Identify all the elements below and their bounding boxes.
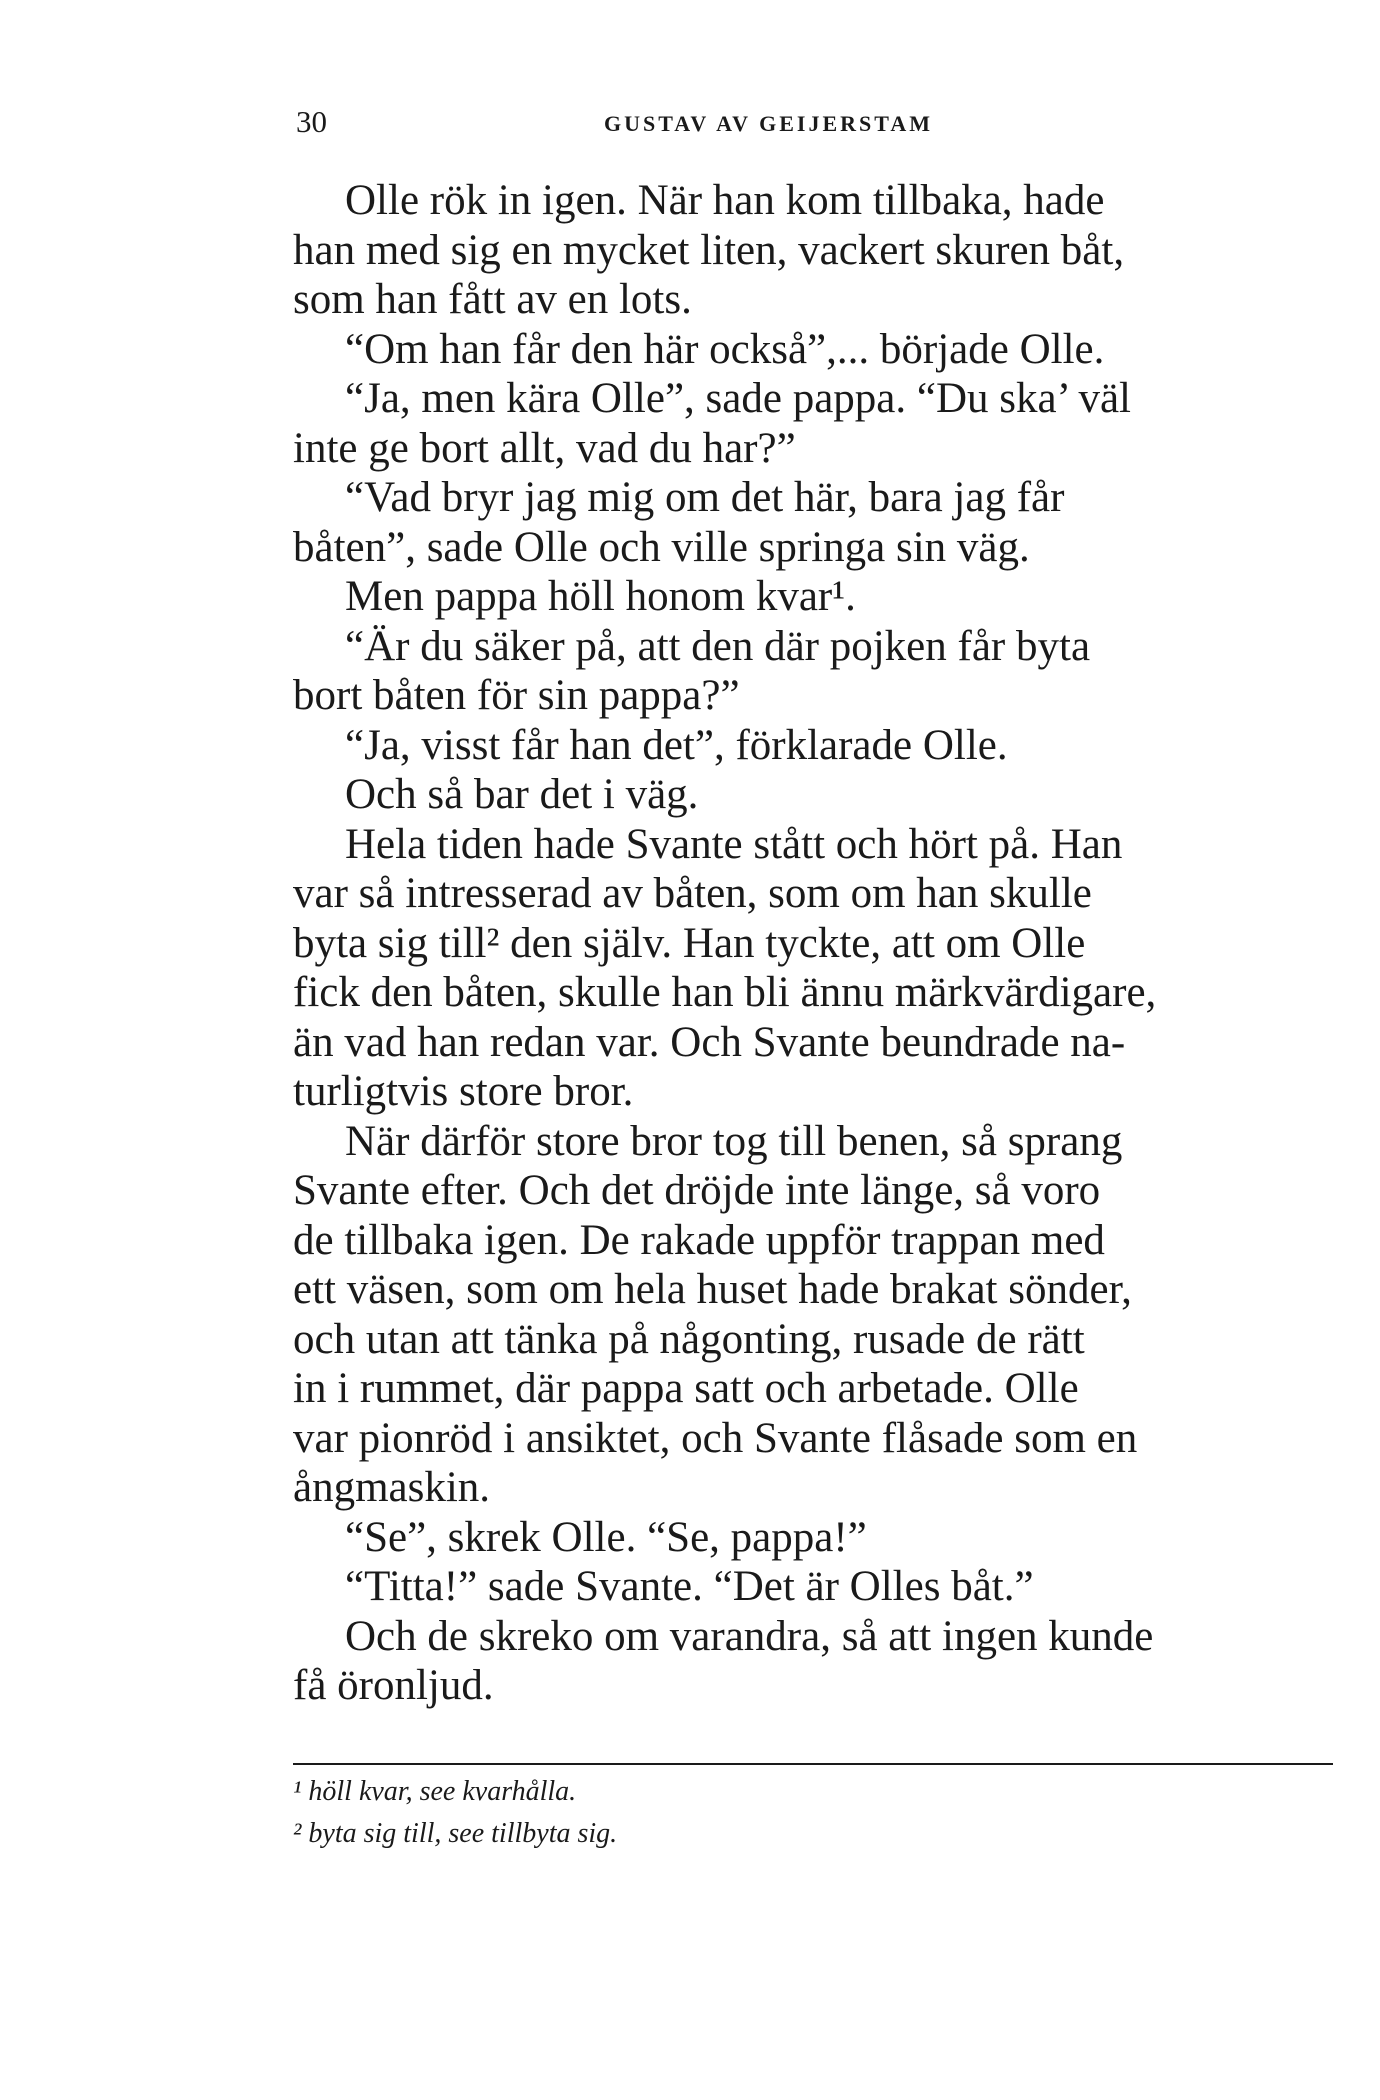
text-line: “Se”, skrek Olle. “Se, pappa!” — [345, 1513, 867, 1561]
footnote-rule — [293, 1763, 1333, 1765]
footnotes — [293, 1777, 1333, 1855]
text-line: båten”, sade Olle och ville springa sin väg. — [293, 523, 1030, 571]
text-line: turligtvis store bror. — [293, 1068, 634, 1115]
text-line: ångmaskin. — [293, 1464, 491, 1511]
text-line: “Ja, men kära Olle”, sade pappa. “Du ska’ väl — [345, 375, 1131, 422]
text-line: Och så bar det i väg. — [345, 771, 699, 818]
running-head — [296, 102, 1326, 142]
text-line: Olle rök in igen. När han kom tillbaka, hade — [345, 177, 1105, 224]
text-line: “Om han får den här också”,... började Olle. — [345, 325, 1105, 373]
text-line: Och de skreko om varandra, så att ingen kunde — [345, 1612, 1154, 1660]
page-number: 30 — [296, 104, 327, 139]
text-line: byta sig till² den själv. Han tyckte, att om Olle — [293, 919, 1086, 967]
footnote: ¹ höll kvar, see kvarhålla. — [293, 1776, 577, 1807]
text-line: “Är du säker på, att den där pojken får byta — [345, 622, 1091, 670]
text-line: få öronljud. — [293, 1662, 494, 1709]
text-line: Men pappa höll honom kvar¹. — [345, 573, 856, 620]
text-line: “Vad bryr jag mig om det här, bara jag får — [345, 474, 1065, 521]
text-line: ett väsen, som om hela huset hade brakat sönder, — [293, 1266, 1132, 1313]
body-text — [293, 176, 1333, 1711]
text-line: var pionröd i ansiktet, och Svante flåsade som en — [293, 1414, 1138, 1462]
text-line: än vad han redan var. Och Svante beundrade na- — [293, 1018, 1126, 1066]
text-line: var så intresserad av båten, som om han skulle — [293, 870, 1092, 917]
text-line: och utan att tänka på någonting, rusade de rätt — [293, 1315, 1085, 1363]
running-title: GUSTAV AV GEIJERSTAM — [604, 111, 933, 136]
text-line: Hela tiden hade Svante stått och hört på. Han — [345, 820, 1123, 868]
text-line: “Ja, visst får han det”, förklarade Olle. — [345, 721, 1008, 769]
text-line: in i rummet, där pappa satt och arbetade. Olle — [293, 1365, 1079, 1412]
text-line: bort båten för sin pappa?” — [293, 672, 740, 719]
text-line: fick den båten, skulle han bli ännu märkvärdigare, — [293, 969, 1157, 1016]
text-line: som han fått av en lots. — [293, 276, 692, 323]
text-line: han med sig en mycket liten, vackert skuren båt, — [293, 226, 1125, 274]
text-line: de tillbaka igen. De rakade uppför trappan med — [293, 1216, 1105, 1264]
footnote: ² byta sig till, see tillbyta sig. — [293, 1818, 618, 1849]
text-line: inte ge bort allt, vad du har?” — [293, 424, 796, 472]
text-line: När därför store bror tog till benen, så sprang — [345, 1117, 1123, 1165]
text-line: Svante efter. Och det dröjde inte länge, så voro — [293, 1167, 1101, 1214]
text-line: “Titta!” sade Svante. “Det är Olles båt.” — [345, 1563, 1034, 1610]
